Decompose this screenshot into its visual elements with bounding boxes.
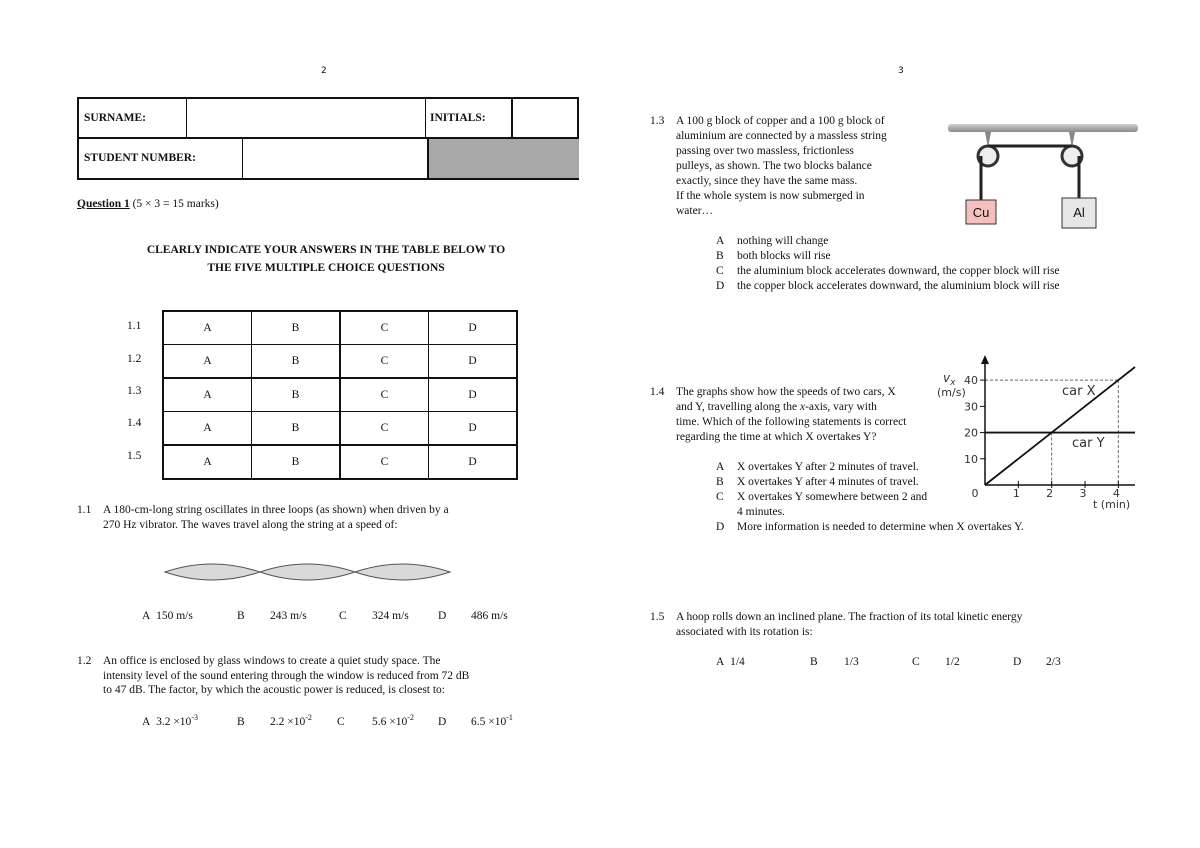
q1-4-line: regarding the time at which X overtakes Y? <box>676 431 877 443</box>
x-tick-label: 0 <box>971 487 979 500</box>
answer-cell[interactable]: C <box>340 445 429 479</box>
q1-5-option-d-value: 2/3 <box>1046 656 1061 668</box>
surname-label: SURNAME: <box>84 112 146 124</box>
answer-grid <box>162 310 518 480</box>
option-value: 6.5 ×10 <box>471 716 507 728</box>
question-marks: (5 × 3 = 15 marks) <box>132 198 219 210</box>
q1-3-option-b[interactable] <box>716 249 1060 264</box>
option-letter: A <box>716 656 725 668</box>
option-letter: D <box>1013 656 1022 668</box>
option-exponent: -2 <box>407 713 414 723</box>
q1-1-option-a[interactable] <box>142 609 193 624</box>
q1-1-option-c[interactable] <box>339 609 347 624</box>
option-text: both blocks will rise <box>737 250 831 262</box>
q1-4-line: time. Which of the following statements is correct <box>676 416 907 428</box>
q1-1-option-b-value: 243 m/s <box>270 610 307 622</box>
q1-5-option-a[interactable] <box>716 655 745 670</box>
q1-1-option-d-value: 486 m/s <box>471 610 508 622</box>
option-text: X overtakes Y after 4 minutes of travel. <box>737 476 919 488</box>
q1-3-option-a[interactable] <box>716 234 1060 249</box>
answer-cell[interactable]: D <box>429 378 518 412</box>
x-tick-label: 3 <box>1079 487 1087 500</box>
student-number-field[interactable] <box>245 140 425 176</box>
option-value: 1/4 <box>730 656 745 668</box>
option-letter: B <box>716 250 724 262</box>
q1-1-option-d[interactable] <box>438 609 446 624</box>
y-tick-label: 20 <box>964 426 978 440</box>
grid-row-label: 1.5 <box>127 450 142 462</box>
answer-cell[interactable]: B <box>252 378 341 412</box>
option-exponent: -1 <box>506 713 513 723</box>
q1-2-number: 1.2 <box>77 655 92 667</box>
answer-cell[interactable]: A <box>163 445 252 479</box>
answer-cell[interactable]: C <box>340 345 429 379</box>
option-letter: B <box>237 610 245 622</box>
table-row <box>163 445 517 479</box>
option-text: X overtakes Y after 2 minutes of travel. <box>737 461 919 473</box>
answer-cell[interactable]: A <box>163 412 252 446</box>
q1-2-option-d[interactable] <box>438 715 446 730</box>
surname-field[interactable] <box>188 101 424 135</box>
q1-1-option-b[interactable] <box>237 609 245 624</box>
q1-4-text <box>676 385 951 445</box>
q1-2-option-b-value <box>270 715 312 730</box>
pulley-diagram <box>945 118 1145 233</box>
q1-2-text <box>103 654 573 698</box>
q1-5-option-c-value: 1/2 <box>945 656 960 668</box>
q1-5-number: 1.5 <box>650 611 665 623</box>
shaded-cell <box>427 139 579 178</box>
option-value: 150 m/s <box>156 610 193 622</box>
y-axis-unit: (m/s) <box>937 386 966 399</box>
q1-4-line: The graphs show how the speeds of two cars, X <box>676 386 896 398</box>
option-letter: C <box>716 491 724 503</box>
answer-cell[interactable]: A <box>163 378 252 412</box>
q1-1-line-2: 270 Hz vibrator. The waves travel along the string at a speed of: <box>103 518 398 531</box>
option-letter: C <box>339 610 347 622</box>
page-number-left: 2 <box>321 66 327 76</box>
q1-5-option-c[interactable] <box>912 655 920 670</box>
option-letter: D <box>438 610 447 622</box>
q1-3-line: A 100 g block of copper and a 100 g block of <box>676 115 885 127</box>
q1-1-line-1: A 180-cm-long string oscillates in three loops (as shown) when driven by a <box>103 504 449 516</box>
answer-cell[interactable]: D <box>429 445 518 479</box>
initials-field[interactable] <box>514 101 574 135</box>
block-label-right: Al <box>1073 205 1085 220</box>
student-info-table <box>77 97 579 180</box>
y-tick-label: 10 <box>964 452 978 466</box>
table-row <box>163 311 517 345</box>
answer-cell[interactable]: D <box>429 311 518 345</box>
answer-cell[interactable]: C <box>340 378 429 412</box>
option-text: the aluminium block accelerates downward, the copper block will rise <box>737 265 1060 277</box>
grid-row-label: 1.2 <box>127 353 142 365</box>
q1-3-line: passing over two massless, frictionless <box>676 145 854 157</box>
instructions-line-2: THE FIVE MULTIPLE CHOICE QUESTIONS <box>207 262 445 274</box>
y-tick-label: 30 <box>964 400 978 414</box>
series-label: car Y <box>1072 436 1105 451</box>
option-letter: D <box>716 280 725 292</box>
q1-5-option-d[interactable] <box>1013 655 1021 670</box>
x-tick-label: 2 <box>1046 487 1054 500</box>
q1-3-text <box>676 114 946 219</box>
instructions-line-1: CLEARLY INDICATE YOUR ANSWERS IN THE TABLE BELOW TO <box>146 244 506 256</box>
option-letter: C <box>912 656 920 668</box>
option-text: More information is needed to determine when X overtakes Y. <box>737 521 1024 533</box>
answer-cell[interactable]: B <box>252 345 341 379</box>
grid-row-label: 1.4 <box>127 417 142 429</box>
q1-5-line-2: associated with its rotation is: <box>676 625 813 638</box>
answer-cell[interactable]: A <box>163 345 252 379</box>
q1-2-option-c-value <box>372 715 414 730</box>
q1-2-option-b[interactable] <box>237 715 245 730</box>
option-letter: B <box>810 656 818 668</box>
option-letter: A <box>142 716 151 728</box>
q1-5-text <box>676 610 1146 639</box>
table-row <box>163 345 517 379</box>
answer-cell[interactable]: B <box>252 311 341 345</box>
q1-2-option-d-value <box>471 715 513 730</box>
question-label: Question 1 <box>77 198 130 210</box>
q1-4-number: 1.4 <box>650 386 665 398</box>
q1-2-line-3: to 47 dB. The factor, by which the acoustic power is reduced, is closest to: <box>103 684 446 696</box>
q1-3-line: aluminium are connected by a massless string <box>676 130 887 142</box>
q1-5-option-b[interactable] <box>810 655 818 670</box>
option-exponent: -2 <box>305 713 312 723</box>
option-value: 5.6 ×10 <box>372 716 408 728</box>
table-row <box>163 378 517 412</box>
option-letter: D <box>438 716 447 728</box>
option-letter: B <box>716 476 724 488</box>
series-label: car X <box>1062 384 1096 399</box>
answer-cell[interactable]: C <box>340 412 429 446</box>
option-value: 3.2 ×10 <box>156 716 192 728</box>
q1-5-line-1: A hoop rolls down an inclined plane. The fraction of its total kinetic energy <box>676 611 1023 623</box>
answer-cell[interactable]: D <box>429 345 518 379</box>
x-tick-label: 1 <box>1012 487 1020 500</box>
option-letter: A <box>716 461 725 473</box>
option-value: 2.2 ×10 <box>270 716 306 728</box>
q1-3-line: If the whole system is now submerged in <box>676 190 865 202</box>
q1-1-option-c-value: 324 m/s <box>372 610 409 622</box>
option-text: the copper block accelerates downward, the aluminium block will rise <box>737 280 1060 292</box>
y-tick-label: 40 <box>964 374 978 388</box>
answer-cell[interactable]: B <box>252 412 341 446</box>
answer-cell[interactable]: C <box>340 311 429 345</box>
initials-label: INITIALS: <box>430 112 486 124</box>
q1-2-option-c[interactable] <box>337 715 345 730</box>
answer-cell[interactable]: B <box>252 445 341 479</box>
page-number-right: 3 <box>898 66 904 76</box>
option-letter: C <box>716 265 724 277</box>
standing-wave-figure <box>160 557 455 587</box>
y-axis-label: $v_x$ <box>943 371 956 388</box>
q1-3-options <box>716 234 1060 294</box>
student-number-label: STUDENT NUMBER: <box>84 152 196 164</box>
option-text: nothing will change <box>737 235 829 247</box>
q1-1-text <box>103 503 573 532</box>
option-exponent: -3 <box>191 713 198 723</box>
q1-3-line: water… <box>676 205 714 217</box>
x-axis-label: t (min) <box>1093 498 1131 511</box>
question-heading <box>77 197 219 212</box>
instructions <box>77 241 575 277</box>
q1-2-option-a[interactable] <box>142 715 198 730</box>
q1-3-option-d[interactable] <box>716 279 1060 294</box>
y-axis-arrow <box>981 355 989 364</box>
option-letter: A <box>142 610 151 622</box>
ceiling-bar <box>948 124 1138 132</box>
grid-row-label: 1.3 <box>127 385 142 397</box>
q1-3-number: 1.3 <box>650 115 665 127</box>
q1-3-line: pulleys, as shown. The two blocks balance <box>676 160 872 172</box>
table-row <box>163 412 517 446</box>
option-letter: A <box>716 235 725 247</box>
q1-3-line: exactly, since they have the same mass. <box>676 175 858 187</box>
series-line <box>985 367 1135 485</box>
grid-row-label: 1.1 <box>127 320 142 332</box>
q1-4-option-d[interactable] <box>716 520 1136 535</box>
option-text: X overtakes Y somewhere between 2 and <box>737 491 928 503</box>
speed-time-chart <box>935 352 1140 512</box>
x-tick-label: 4 <box>1112 487 1120 500</box>
q1-1-number: 1.1 <box>77 504 92 516</box>
option-letter: C <box>337 716 345 728</box>
option-letter: D <box>716 521 725 533</box>
answer-cell[interactable]: D <box>429 412 518 446</box>
q1-2-line-2: intensity level of the sound entering through the window is reduced from 72 dB <box>103 669 470 682</box>
block-label-left: Cu <box>972 205 990 220</box>
q1-5-option-b-value: 1/3 <box>844 656 859 668</box>
q1-4-line: and Y, travelling along the x-axis, vary with <box>676 401 877 413</box>
option-text: 4 minutes. <box>737 506 785 518</box>
answer-cell[interactable]: A <box>163 311 252 345</box>
option-letter: B <box>237 716 245 728</box>
q1-3-option-c[interactable] <box>716 264 1060 279</box>
q1-2-line-1: An office is enclosed by glass windows to create a quiet study space. The <box>103 655 441 667</box>
